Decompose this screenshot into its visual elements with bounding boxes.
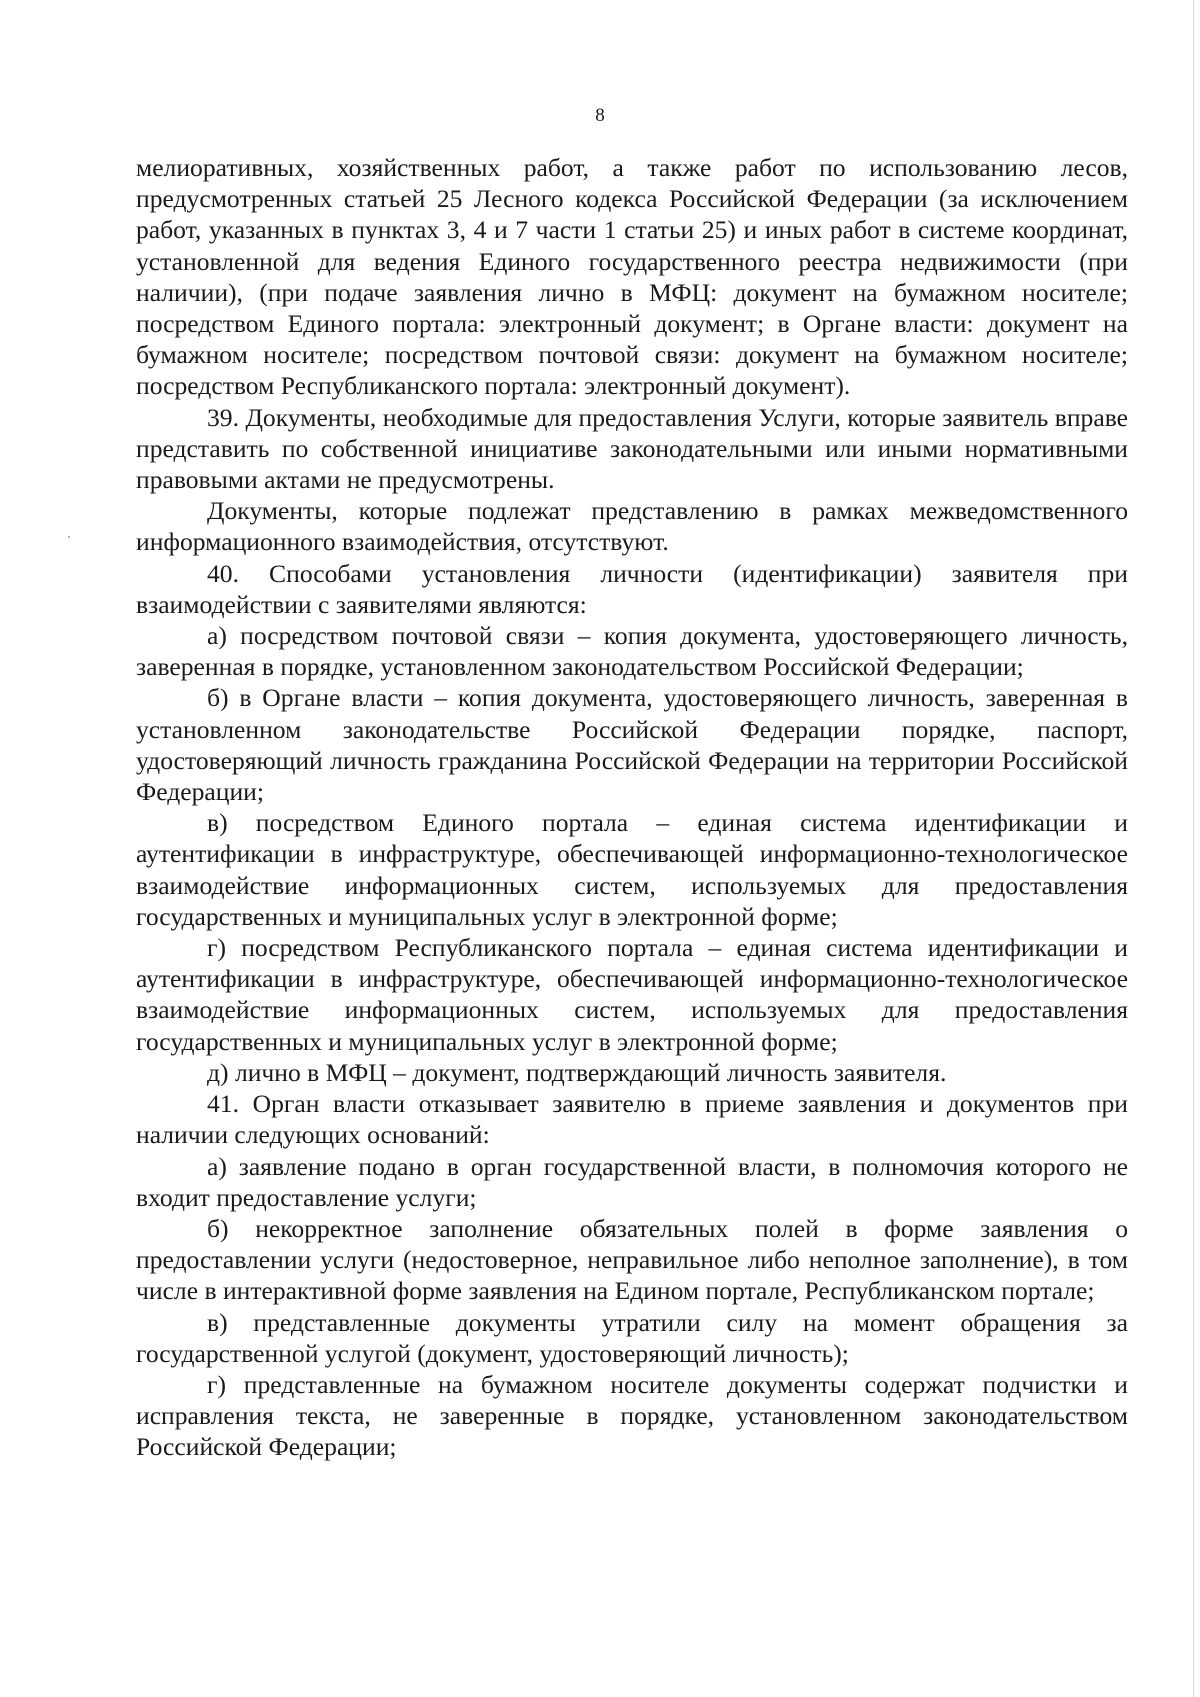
paragraph-39-interagency: Документы, которые подлежат представлению в рамках межведомственного информационного взаимодействия, отсутствуют.	[136, 496, 1128, 557]
paragraph-40-a: а) посредством почтовой связи – копия документа, удостоверяющего личность, заверенная в порядке, установленном законодательством Российской Федерации;	[136, 621, 1128, 682]
paragraph-41: 41. Орган власти отказывает заявителю в приеме заявления и документов при наличии следующих оснований:	[136, 1089, 1128, 1150]
paragraph-40-v: в) посредством Единого портала – единая система идентификации и аутентификации в инфраструктуре, обеспечивающей информационно-технологическое взаимодействие информационных систем, используемых для предоставления государственных и муниципальных услуг в электронной форме;	[136, 808, 1128, 931]
paragraph-41-a: а) заявление подано в орган государственной власти, в полномочия которого не входит предоставление услуги;	[136, 1151, 1128, 1212]
paragraph-39: 39. Документы, необходимые для предоставления Услуги, которые заявитель вправе представить по собственной инициативе законодательными или иными нормативными правовыми актами не предусмотрены.	[136, 402, 1128, 495]
paragraph-40: 40. Способами установления личности (идентификации) заявителя при взаимодействии с заявителями являются:	[136, 558, 1128, 619]
document-body	[136, 152, 1128, 1463]
scan-edge-line	[1193, 0, 1194, 1697]
paragraph-41-b: б) некорректное заполнение обязательных полей в форме заявления о предоставлении услуги (недостоверное, неправильное либо неполное заполнение), в том числе в интерактивной форме заявления на Едином портале, Республиканском портале;	[136, 1213, 1128, 1306]
paragraph-40-g: г) посредством Республиканского портала – единая система идентификации и аутентификации в инфраструктуре, обеспечивающей информационно-технологическое взаимодействие информационных систем, используемых для предоставления государственных и муниципальных услуг в электронной форме;	[136, 933, 1128, 1056]
paragraph-40-d: д) лично в МФЦ – документ, подтверждающий личность заявителя.	[207, 1057, 947, 1087]
paragraph-40-b: б) в Органе власти – копия документа, удостоверяющего личность, заверенная в установленном законодательстве Российской Федерации порядке, паспорт, удостоверяющий личность гражданина Российской Федерации на территории Российской Федерации;	[136, 683, 1128, 807]
paragraph-41-v: в) представленные документы утратили силу на момент обращения за государственной услугой (документ, удостоверяющий личность);	[136, 1307, 1128, 1368]
page-number: 8	[595, 105, 605, 126]
paragraph-continuation: мелиоративных, хозяйственных работ, а также работ по использованию лесов, предусмотренных статьей 25 Лесного кодекса Российской Федерации (за исключением работ, указанных в пунктах 3, 4 и 7 части 1 статьи 25) и иных работ в системе координат, установленной для ведения Единого государственного реестра недвижимости (при наличии), (при подаче заявления лично в МФЦ: документ на бумажном носителе; посредством Единого портала: электронный документ; в Органе власти: документ на бумажном носителе; посредством почтовой связи: документ на бумажном носителе; посредством Республиканского портала: электронный документ).	[136, 153, 1128, 401]
paragraph-41-g: г) представленные на бумажном носителе документы содержат подчистки и исправления текста, не заверенные в порядке, установленном законодательством Российской Федерации;	[136, 1369, 1128, 1462]
scan-speck	[68, 536, 70, 538]
